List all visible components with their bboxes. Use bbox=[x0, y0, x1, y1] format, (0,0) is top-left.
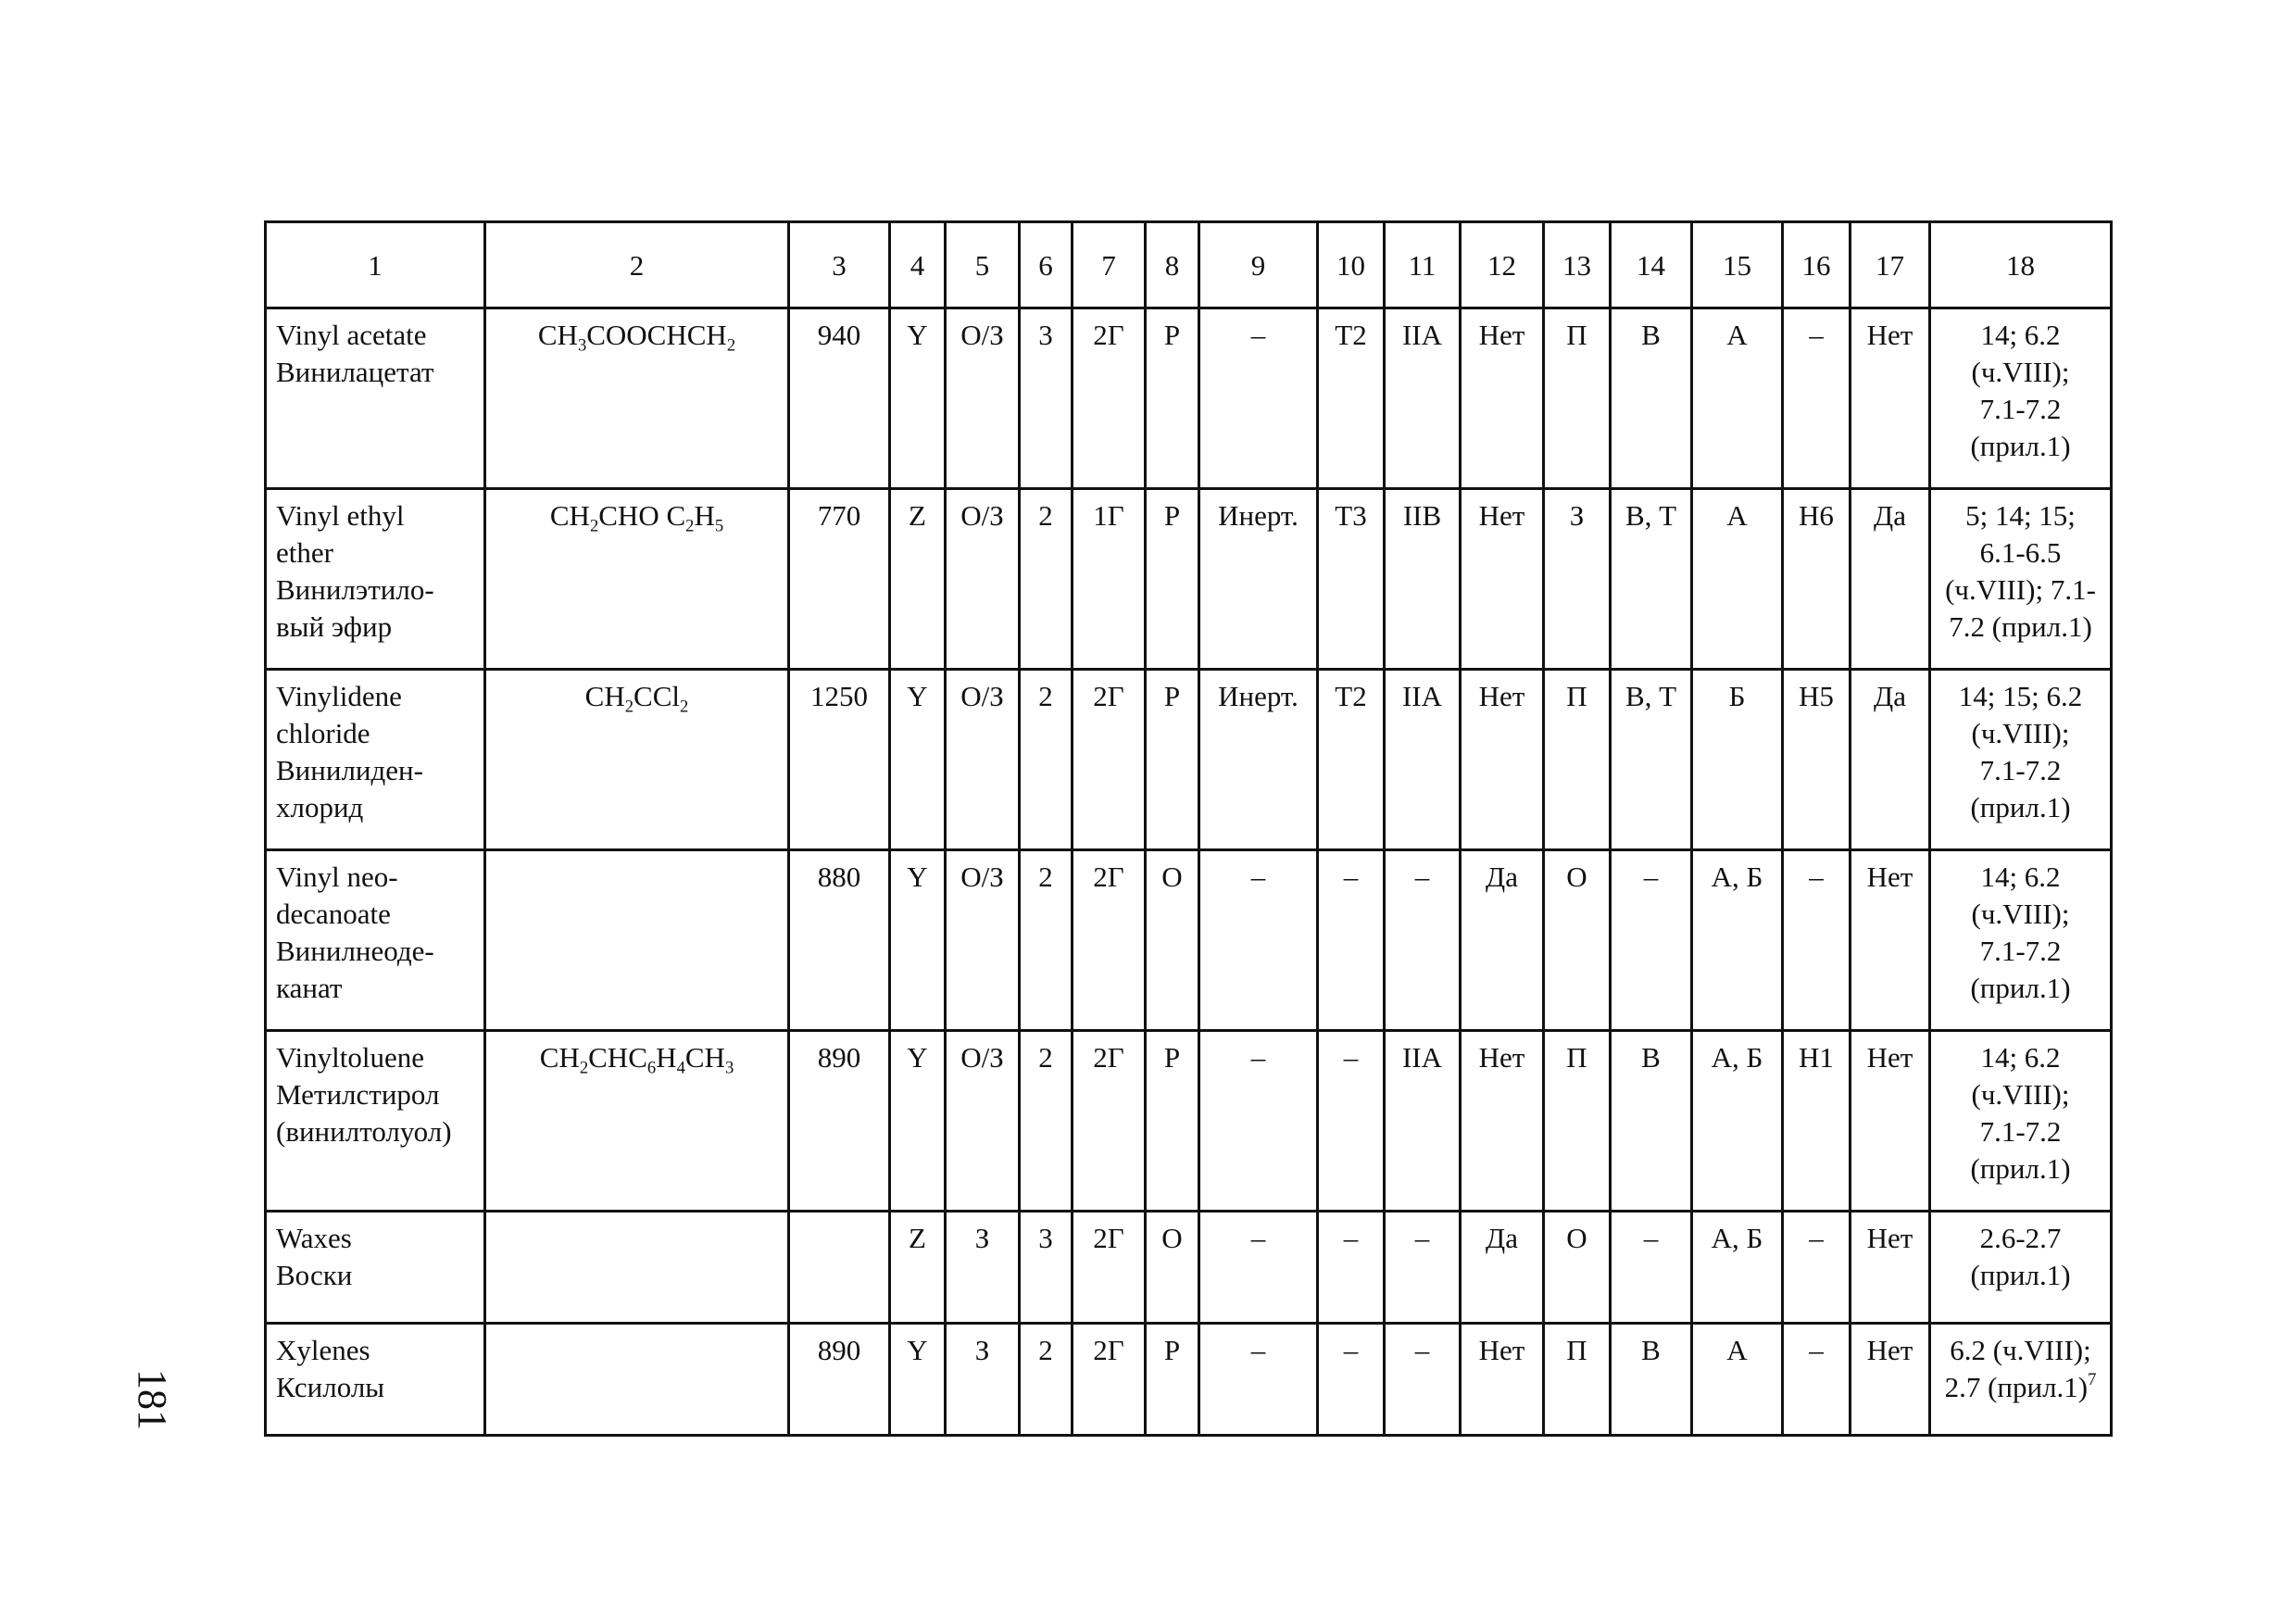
reference-line bbox=[1937, 933, 2104, 970]
col-15-cell: А, Б bbox=[1692, 850, 1783, 1031]
header-cell: 16 bbox=[1783, 222, 1851, 308]
col-16-cell: – bbox=[1783, 308, 1851, 489]
reference-line bbox=[1937, 752, 2104, 789]
header-cell: 18 bbox=[1930, 222, 2112, 308]
header-cell: 3 bbox=[789, 222, 890, 308]
reference-line bbox=[1937, 1076, 2104, 1113]
header-cell: 11 bbox=[1385, 222, 1461, 308]
reference-line bbox=[1937, 715, 2104, 752]
reference-line bbox=[1937, 1369, 2104, 1406]
reference-line bbox=[1937, 428, 2104, 465]
substance-name-line: Ксилолы bbox=[276, 1371, 385, 1403]
col-16-cell: – bbox=[1783, 850, 1851, 1031]
col-5-cell: З bbox=[946, 1324, 1020, 1436]
substance-name-cell bbox=[266, 670, 485, 850]
substance-name-cell bbox=[266, 1324, 485, 1436]
formula-cell bbox=[485, 308, 789, 489]
col-12-cell: Нет bbox=[1461, 670, 1544, 850]
col-9-cell: – bbox=[1199, 308, 1318, 489]
references-cell bbox=[1930, 1212, 2112, 1324]
chemical-properties-table bbox=[264, 220, 2113, 1437]
substance-name-line: Винилнеоде- bbox=[276, 935, 434, 967]
formula-subscript: 5 bbox=[714, 516, 724, 536]
formula-subscript: 2 bbox=[589, 516, 599, 536]
col-4-cell: Y bbox=[890, 670, 946, 850]
reference-text: (ч.VIII); bbox=[1971, 1078, 2070, 1111]
formula-subscript: 6 bbox=[646, 1058, 657, 1078]
header-cell: 12 bbox=[1461, 222, 1544, 308]
reference-line bbox=[1937, 970, 2104, 1007]
substance-name-cell bbox=[266, 489, 485, 670]
col-13-cell: П bbox=[1544, 1031, 1611, 1212]
col-12-cell: Нет bbox=[1461, 489, 1544, 670]
substance-name-line: Vinyl acetate bbox=[276, 319, 427, 351]
col-7-cell: 2Г bbox=[1073, 1212, 1146, 1324]
reference-text: (прил.1) bbox=[1970, 791, 2071, 823]
col-6-cell: 2 bbox=[1020, 850, 1073, 1031]
substance-name-line: Воски bbox=[276, 1259, 353, 1291]
col-4-cell: Y bbox=[890, 1324, 946, 1436]
col-7-cell: 2Г bbox=[1073, 1031, 1146, 1212]
col-4-cell: Y bbox=[890, 308, 946, 489]
reference-text: 6.2 (ч.VIII); bbox=[1950, 1334, 2091, 1366]
reference-text: 14; 15; 6.2 bbox=[1958, 680, 2083, 712]
substance-name-line: вый эфир bbox=[276, 610, 393, 643]
reference-text: 2.7 (прил.1) bbox=[1944, 1371, 2089, 1403]
col-5-cell: О/З bbox=[946, 670, 1020, 850]
table-row bbox=[266, 850, 2112, 1031]
reference-line bbox=[1937, 859, 2104, 896]
col-3-cell bbox=[789, 1212, 890, 1324]
reference-text: 14; 6.2 bbox=[1980, 1041, 2061, 1074]
reference-line bbox=[1937, 1332, 2104, 1369]
col-8-cell: О bbox=[1146, 1212, 1199, 1324]
col-14-cell: В bbox=[1611, 308, 1692, 489]
col-8-cell: Р bbox=[1146, 489, 1199, 670]
table-row bbox=[266, 670, 2112, 850]
col-4-cell: Z bbox=[890, 1212, 946, 1324]
substance-name-line: Xylenes bbox=[276, 1334, 370, 1366]
reference-text: (прил.1) bbox=[1970, 1152, 2071, 1185]
formula-part: CCl bbox=[634, 680, 681, 712]
table-row bbox=[266, 489, 2112, 670]
col-17-cell: Да bbox=[1851, 489, 1930, 670]
col-16-cell: – bbox=[1783, 1212, 1851, 1324]
col-13-cell: О bbox=[1544, 1212, 1611, 1324]
substance-name-line: хлорид bbox=[276, 791, 364, 823]
substance-name-line: канат bbox=[276, 972, 343, 1004]
reference-text: 7.1-7.2 bbox=[1979, 393, 2062, 425]
references-cell bbox=[1930, 489, 2112, 670]
formula-part: CH bbox=[584, 680, 625, 712]
substance-name-line: Waxes bbox=[276, 1222, 352, 1254]
col-6-cell: 3 bbox=[1020, 1212, 1073, 1324]
header-cell: 6 bbox=[1020, 222, 1073, 308]
header-cell: 17 bbox=[1851, 222, 1930, 308]
col-11-cell: IIA bbox=[1385, 308, 1461, 489]
reference-text: 7.2 (прил.1) bbox=[1949, 610, 2092, 643]
reference-line bbox=[1937, 1220, 2104, 1257]
substance-name-line: chloride bbox=[276, 717, 370, 749]
reference-text: 5; 14; 15; bbox=[1965, 499, 2076, 532]
references-cell bbox=[1930, 670, 2112, 850]
header-cell: 9 bbox=[1199, 222, 1318, 308]
substance-name-line: decanoate bbox=[276, 898, 391, 930]
reference-text: (прил.1) bbox=[1970, 1259, 2071, 1291]
col-6-cell: 2 bbox=[1020, 1031, 1073, 1212]
col-6-cell: 3 bbox=[1020, 308, 1073, 489]
substance-name-line: Vinylidene bbox=[276, 680, 402, 712]
header-cell: 5 bbox=[946, 222, 1020, 308]
col-14-cell: – bbox=[1611, 850, 1692, 1031]
table-row bbox=[266, 1031, 2112, 1212]
col-10-cell: Т3 bbox=[1318, 489, 1385, 670]
col-14-cell: В, Т bbox=[1611, 489, 1692, 670]
formula-part: H bbox=[694, 499, 715, 532]
substance-name-line: Винилиден- bbox=[276, 754, 423, 786]
col-7-cell: 2Г bbox=[1073, 850, 1146, 1031]
header-cell: 7 bbox=[1073, 222, 1146, 308]
col-11-cell: IIB bbox=[1385, 489, 1461, 670]
formula-part: CH bbox=[549, 499, 590, 532]
header-cell: 8 bbox=[1146, 222, 1199, 308]
col-7-cell: 1Г bbox=[1073, 489, 1146, 670]
formula-cell bbox=[485, 1324, 789, 1436]
col-9-cell: – bbox=[1199, 1324, 1318, 1436]
col-4-cell: Y bbox=[890, 850, 946, 1031]
col-12-cell: Нет bbox=[1461, 308, 1544, 489]
substance-name-cell bbox=[266, 1212, 485, 1324]
reference-line bbox=[1937, 391, 2104, 428]
col-5-cell: О/З bbox=[946, 850, 1020, 1031]
reference-line bbox=[1937, 609, 2104, 646]
substance-name-line: (винилтолуол) bbox=[276, 1115, 452, 1148]
col-14-cell: – bbox=[1611, 1212, 1692, 1324]
col-15-cell: А bbox=[1692, 308, 1783, 489]
references-cell bbox=[1930, 308, 2112, 489]
col-13-cell: О bbox=[1544, 850, 1611, 1031]
col-14-cell: В bbox=[1611, 1324, 1692, 1436]
formula-cell bbox=[485, 850, 789, 1031]
header-cell: 15 bbox=[1692, 222, 1783, 308]
formula-subscript: 3 bbox=[577, 335, 587, 356]
substance-name-cell bbox=[266, 850, 485, 1031]
col-10-cell: Т2 bbox=[1318, 308, 1385, 489]
reference-text: 6.1-6.5 bbox=[1979, 536, 2062, 569]
substance-name-line: Винилэтило- bbox=[276, 573, 434, 606]
col-9-cell: – bbox=[1199, 1212, 1318, 1324]
references-cell bbox=[1930, 1324, 2112, 1436]
formula-subscript: 2 bbox=[624, 697, 634, 717]
substance-name-cell bbox=[266, 1031, 485, 1212]
reference-line bbox=[1937, 317, 2104, 354]
col-5-cell: О/З bbox=[946, 308, 1020, 489]
formula-subscript: 2 bbox=[579, 1058, 589, 1078]
formula-subscript: 2 bbox=[726, 335, 736, 356]
substance-name-cell bbox=[266, 308, 485, 489]
footnote-marker: 7 bbox=[2088, 1369, 2097, 1389]
reference-text: 14; 6.2 bbox=[1980, 319, 2061, 351]
col-11-cell: IIA bbox=[1385, 670, 1461, 850]
col-15-cell: А bbox=[1692, 1324, 1783, 1436]
col-17-cell: Нет bbox=[1851, 308, 1930, 489]
reference-line bbox=[1937, 896, 2104, 933]
substance-name-line: Метилстирол bbox=[276, 1078, 440, 1111]
col-17-cell: Нет bbox=[1851, 1212, 1930, 1324]
header-cell: 13 bbox=[1544, 222, 1611, 308]
formula-part: CH bbox=[537, 319, 578, 351]
col-11-cell: IIA bbox=[1385, 1031, 1461, 1212]
col-17-cell: Нет bbox=[1851, 1031, 1930, 1212]
formula-part: CH bbox=[539, 1041, 580, 1074]
reference-text: 2.6-2.7 bbox=[1979, 1222, 2062, 1254]
substance-name-line: Vinyl neo- bbox=[276, 861, 398, 893]
reference-text: (ч.VIII); bbox=[1971, 717, 2070, 749]
reference-text: (прил.1) bbox=[1970, 972, 2071, 1004]
formula-subscript: 4 bbox=[676, 1058, 685, 1078]
header-cell: 1 bbox=[266, 222, 485, 308]
reference-text: 14; 6.2 bbox=[1980, 861, 2061, 893]
reference-line bbox=[1937, 1150, 2104, 1187]
col-12-cell: Нет bbox=[1461, 1324, 1544, 1436]
col-10-cell: – bbox=[1318, 1031, 1385, 1212]
col-10-cell: – bbox=[1318, 1324, 1385, 1436]
substance-name-line: Винилацетат bbox=[276, 356, 434, 388]
formula-part: H bbox=[656, 1041, 677, 1074]
formula-part: COOCHCH bbox=[586, 319, 727, 351]
col-3-cell: 940 bbox=[789, 308, 890, 489]
col-16-cell: Н1 bbox=[1783, 1031, 1851, 1212]
col-7-cell: 2Г bbox=[1073, 1324, 1146, 1436]
formula-cell bbox=[485, 1031, 789, 1212]
formula-part: CHO C bbox=[598, 499, 686, 532]
col-7-cell: 2Г bbox=[1073, 670, 1146, 850]
col-14-cell: В bbox=[1611, 1031, 1692, 1212]
col-13-cell: З bbox=[1544, 489, 1611, 670]
col-12-cell: Да bbox=[1461, 850, 1544, 1031]
col-17-cell: Да bbox=[1851, 670, 1930, 850]
col-5-cell: З bbox=[946, 1212, 1020, 1324]
reference-line bbox=[1937, 1257, 2104, 1294]
reference-text: (ч.VIII); 7.1- bbox=[1945, 573, 2096, 606]
col-15-cell: А bbox=[1692, 489, 1783, 670]
header-cell: 4 bbox=[890, 222, 946, 308]
col-11-cell: – bbox=[1385, 850, 1461, 1031]
reference-line bbox=[1937, 354, 2104, 391]
table-row bbox=[266, 308, 2112, 489]
col-8-cell: Р bbox=[1146, 1324, 1199, 1436]
col-3-cell: 890 bbox=[789, 1324, 890, 1436]
col-10-cell: Т2 bbox=[1318, 670, 1385, 850]
col-12-cell: Нет bbox=[1461, 1031, 1544, 1212]
references-cell bbox=[1930, 1031, 2112, 1212]
col-6-cell: 2 bbox=[1020, 489, 1073, 670]
formula-cell bbox=[485, 670, 789, 850]
col-9-cell: – bbox=[1199, 1031, 1318, 1212]
reference-line bbox=[1937, 1113, 2104, 1150]
table-container bbox=[264, 220, 2113, 1437]
col-9-cell: Инерт. bbox=[1199, 670, 1318, 850]
formula-subscript: 2 bbox=[685, 516, 695, 536]
table-row bbox=[266, 1212, 2112, 1324]
col-3-cell: 890 bbox=[789, 1031, 890, 1212]
col-6-cell: 2 bbox=[1020, 670, 1073, 850]
formula-subscript: 3 bbox=[724, 1058, 734, 1078]
formula-subscript: 2 bbox=[680, 697, 689, 717]
col-11-cell: – bbox=[1385, 1324, 1461, 1436]
reference-line bbox=[1937, 678, 2104, 715]
col-13-cell: П bbox=[1544, 670, 1611, 850]
references-cell bbox=[1930, 850, 2112, 1031]
col-9-cell: – bbox=[1199, 850, 1318, 1031]
formula-part: CH bbox=[684, 1041, 725, 1074]
col-15-cell: Б bbox=[1692, 670, 1783, 850]
col-17-cell: Нет bbox=[1851, 1324, 1930, 1436]
reference-text: (ч.VIII); bbox=[1971, 898, 2070, 930]
col-12-cell: Да bbox=[1461, 1212, 1544, 1324]
col-10-cell: – bbox=[1318, 850, 1385, 1031]
table-row bbox=[266, 1324, 2112, 1436]
col-7-cell: 2Г bbox=[1073, 308, 1146, 489]
reference-text: (ч.VIII); bbox=[1971, 356, 2070, 388]
col-14-cell: В, Т bbox=[1611, 670, 1692, 850]
substance-name-line: Vinyl ethyl bbox=[276, 499, 405, 532]
header-cell: 10 bbox=[1318, 222, 1385, 308]
formula-part: CHC bbox=[588, 1041, 647, 1074]
reference-text: 7.1-7.2 bbox=[1979, 1115, 2062, 1148]
table-body bbox=[266, 308, 2112, 1436]
reference-line bbox=[1937, 789, 2104, 826]
col-16-cell: Н6 bbox=[1783, 489, 1851, 670]
col-4-cell: Y bbox=[890, 1031, 946, 1212]
col-9-cell: Инерт. bbox=[1199, 489, 1318, 670]
col-16-cell: – bbox=[1783, 1324, 1851, 1436]
col-8-cell: О bbox=[1146, 850, 1199, 1031]
col-8-cell: Р bbox=[1146, 1031, 1199, 1212]
header-row bbox=[266, 222, 2112, 308]
col-4-cell: Z bbox=[890, 489, 946, 670]
reference-line bbox=[1937, 1039, 2104, 1076]
header-cell: 2 bbox=[485, 222, 789, 308]
reference-line bbox=[1937, 572, 2104, 609]
col-10-cell: – bbox=[1318, 1212, 1385, 1324]
col-11-cell: – bbox=[1385, 1212, 1461, 1324]
col-16-cell: Н5 bbox=[1783, 670, 1851, 850]
reference-line bbox=[1937, 534, 2104, 572]
col-15-cell: А, Б bbox=[1692, 1212, 1783, 1324]
substance-name-line: Vinyltoluene bbox=[276, 1041, 424, 1074]
reference-text: (прил.1) bbox=[1970, 430, 2071, 462]
page-number: 181 bbox=[130, 1369, 175, 1430]
col-13-cell: П bbox=[1544, 308, 1611, 489]
col-6-cell: 2 bbox=[1020, 1324, 1073, 1436]
col-5-cell: О/З bbox=[946, 1031, 1020, 1212]
formula-cell bbox=[485, 1212, 789, 1324]
col-8-cell: Р bbox=[1146, 308, 1199, 489]
col-3-cell: 880 bbox=[789, 850, 890, 1031]
reference-text: 7.1-7.2 bbox=[1979, 754, 2062, 786]
col-3-cell: 770 bbox=[789, 489, 890, 670]
col-17-cell: Нет bbox=[1851, 850, 1930, 1031]
formula-cell bbox=[485, 489, 789, 670]
reference-text: 7.1-7.2 bbox=[1979, 935, 2062, 967]
header-cell: 14 bbox=[1611, 222, 1692, 308]
col-15-cell: А, Б bbox=[1692, 1031, 1783, 1212]
col-3-cell: 1250 bbox=[789, 670, 890, 850]
col-13-cell: П bbox=[1544, 1324, 1611, 1436]
col-5-cell: О/З bbox=[946, 489, 1020, 670]
substance-name-line: ether bbox=[276, 536, 333, 569]
col-8-cell: Р bbox=[1146, 670, 1199, 850]
reference-line bbox=[1937, 497, 2104, 534]
